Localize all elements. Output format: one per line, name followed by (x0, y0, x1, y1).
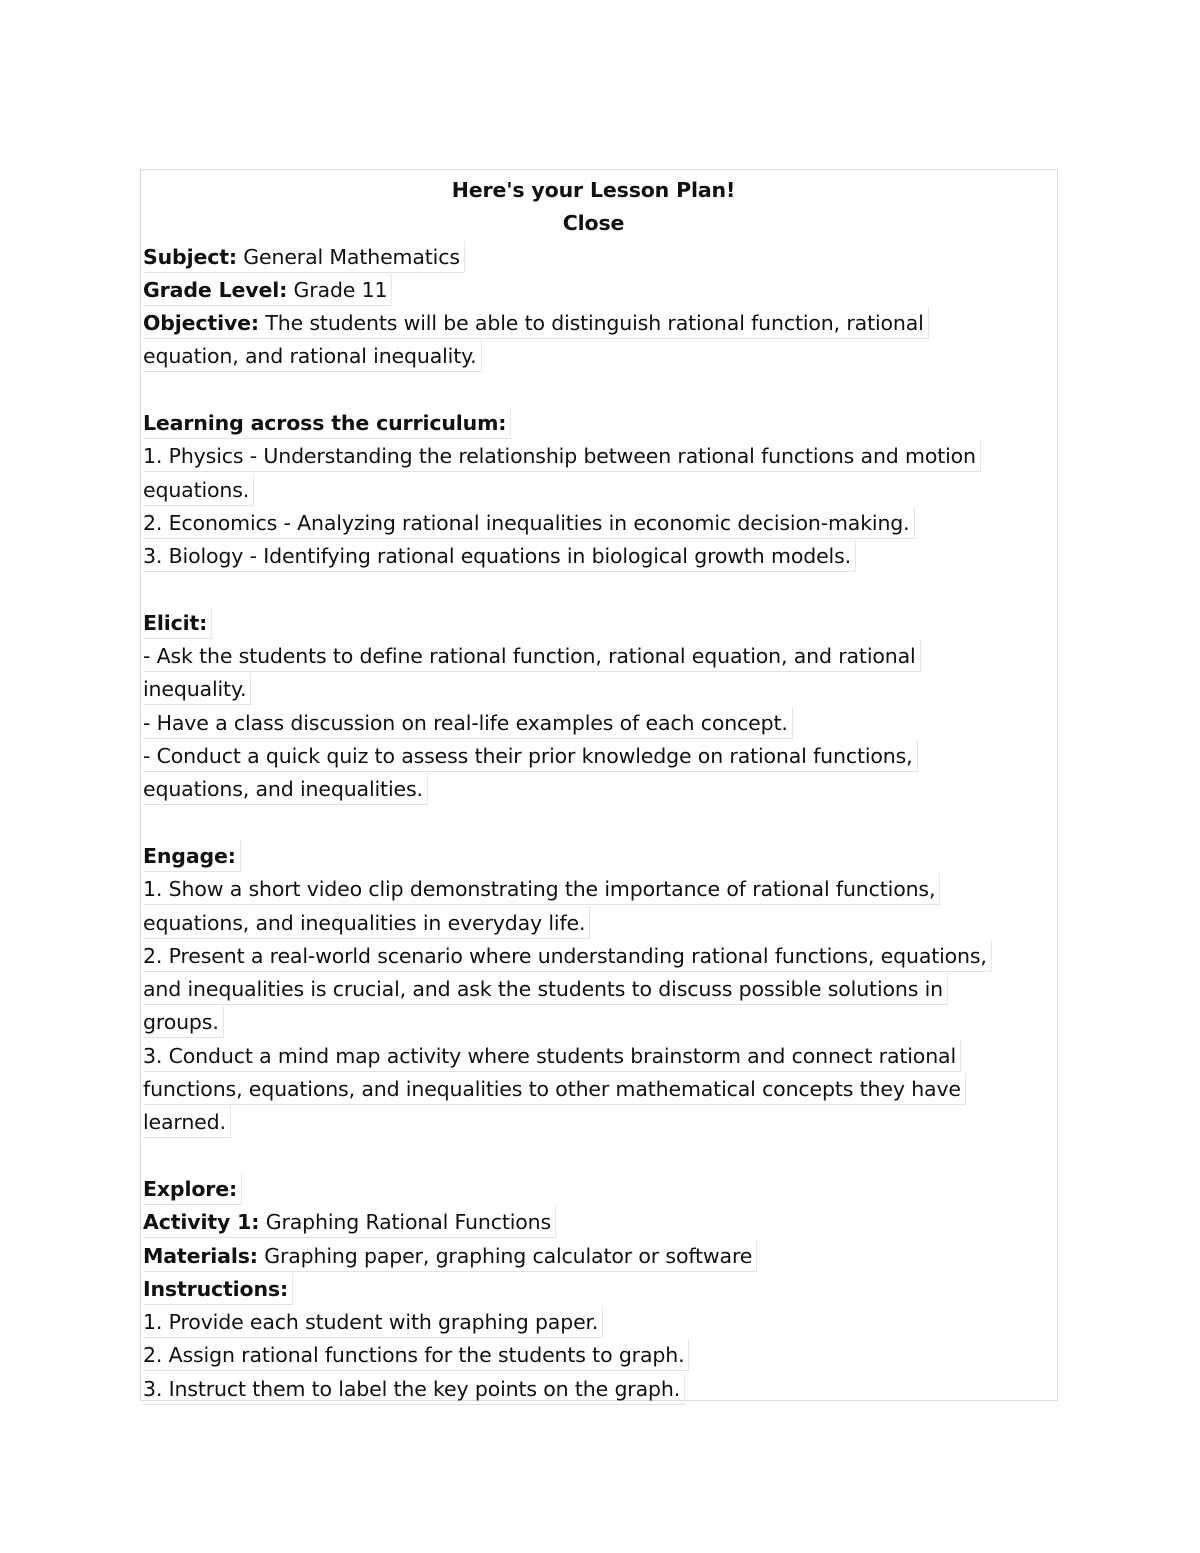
elicit-line (143, 740, 1048, 773)
engage-line (143, 940, 1048, 973)
instruction-line (143, 1339, 1048, 1372)
engage-item: 3. Conduct a mind map activity where students brainstorm and connect rational (143, 1040, 961, 1072)
elicit-line (143, 640, 1048, 673)
instruction-line (143, 1373, 1048, 1406)
subject-value: General Mathematics (236, 244, 460, 269)
elicit-line (143, 707, 1048, 740)
grade-line (143, 274, 1048, 307)
activity-field (143, 1206, 556, 1238)
instruction-item: 1. Provide each student with graphing paper. (143, 1306, 603, 1338)
curriculum-heading-line (143, 407, 1048, 440)
curriculum-heading: Learning across the curriculum: (143, 407, 511, 439)
objective-text-1: The students will be able to distinguish rational function, rational (258, 311, 924, 336)
subject-line (143, 241, 1048, 274)
curriculum-item: 1. Physics - Understanding the relationship between rational functions and motion (143, 440, 981, 472)
spacer (143, 1140, 1048, 1173)
curriculum-line (143, 474, 1048, 507)
engage-line (143, 873, 1048, 906)
objective-field (143, 307, 929, 339)
elicit-line (143, 773, 1048, 806)
engage-item: equations, and inequalities in everyday life. (143, 907, 590, 939)
activity-label: Activity 1: (143, 1210, 260, 1235)
elicit-heading-line (143, 607, 1048, 640)
grade-value: Grade 11 (287, 277, 388, 302)
engage-item: 2. Present a real-world scenario where understanding rational functions, equations, (143, 940, 992, 972)
engage-heading-line (143, 840, 1048, 873)
engage-item: groups. (143, 1006, 224, 1038)
curriculum-line (143, 507, 1048, 540)
engage-line (143, 1106, 1048, 1139)
spacer (143, 574, 1048, 607)
objective-label: Objective: (143, 311, 259, 336)
materials-field (143, 1240, 757, 1272)
objective-line-1 (143, 307, 1048, 340)
elicit-item: inequality. (143, 673, 251, 705)
engage-line (143, 1073, 1048, 1106)
instruction-item: 3. Instruct them to label the key points on the graph. (143, 1373, 685, 1405)
subject-field (143, 241, 465, 273)
curriculum-line (143, 540, 1048, 573)
explore-heading: Explore: (143, 1173, 242, 1205)
elicit-item: equations, and inequalities. (143, 773, 428, 805)
engage-line (143, 1006, 1048, 1039)
curriculum-line (143, 440, 1048, 473)
engage-line (143, 907, 1048, 940)
engage-item: 1. Show a short video clip demonstrating the importance of rational functions, (143, 873, 940, 905)
activity-line (143, 1206, 1048, 1239)
engage-item: learned. (143, 1106, 231, 1138)
instruction-line (143, 1306, 1048, 1339)
spacer (143, 374, 1048, 407)
activity-value: Graphing Rational Functions (259, 1210, 552, 1235)
grade-label: Grade Level: (143, 277, 288, 302)
curriculum-item: 2. Economics - Analyzing rational inequalities in economic decision-making. (143, 507, 915, 539)
instructions-heading-line (143, 1273, 1048, 1306)
engage-line (143, 973, 1048, 1006)
close-button[interactable]: Close (562, 211, 625, 236)
close-line (143, 207, 1048, 240)
elicit-item: - Have a class discussion on real-life examples of each concept. (143, 707, 793, 739)
elicit-line (143, 673, 1048, 706)
page-title-line (143, 174, 1048, 207)
explore-heading-line (143, 1173, 1048, 1206)
engage-item: and inequalities is crucial, and ask the students to discuss possible solutions in (143, 973, 948, 1005)
grade-field (143, 274, 392, 306)
materials-line (143, 1240, 1048, 1273)
instructions-label: Instructions: (143, 1273, 293, 1305)
objective-text-2: equation, and rational inequality. (143, 340, 482, 372)
engage-line (143, 1040, 1048, 1073)
materials-value: Graphing paper, graphing calculator or software (257, 1243, 753, 1268)
materials-label: Materials: (143, 1243, 258, 1268)
curriculum-item: equations. (143, 474, 254, 506)
spacer (143, 807, 1048, 840)
elicit-item: - Conduct a quick quiz to assess their prior knowledge on rational functions, (143, 740, 918, 772)
curriculum-item: 3. Biology - Identifying rational equations in biological growth models. (143, 540, 856, 572)
instruction-item: 2. Assign rational functions for the students to graph. (143, 1339, 689, 1371)
engage-heading: Engage: (143, 840, 241, 872)
subject-label: Subject: (143, 244, 237, 269)
objective-line-2 (143, 340, 1048, 373)
elicit-heading: Elicit: (143, 607, 212, 639)
lesson-plan-content (143, 174, 1048, 1406)
page-title: Here's your Lesson Plan! (451, 178, 736, 202)
engage-item: functions, equations, and inequalities to other mathematical concepts they have (143, 1073, 966, 1105)
elicit-item: - Ask the students to define rational function, rational equation, and rational (143, 640, 921, 672)
